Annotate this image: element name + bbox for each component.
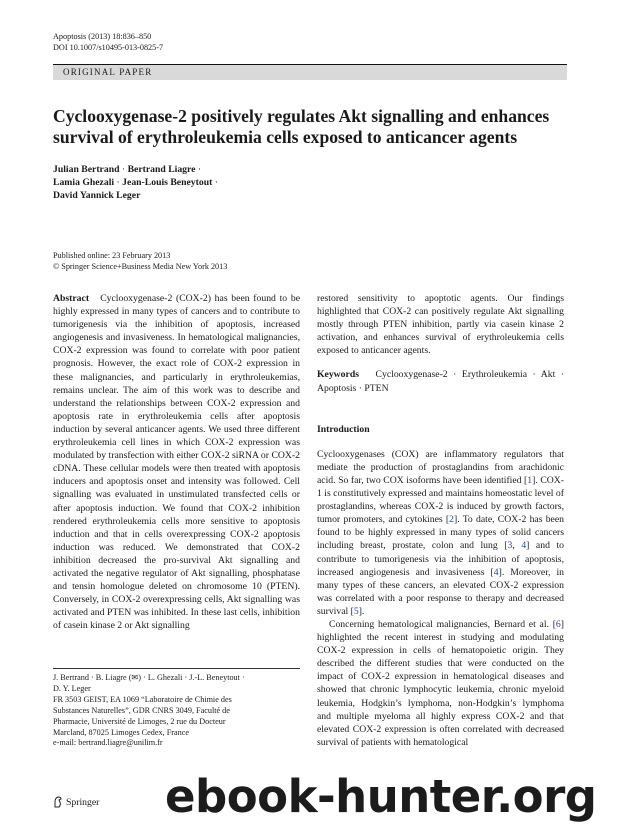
left-column <box>53 292 300 632</box>
footnote-line: J. Bertrand · B. Liagre (✉) · L. Ghezali · J.-L. Beneytout · <box>53 673 245 682</box>
copyright: © Springer Science+Business Media New York 2013 <box>53 262 228 271</box>
keywords-paragraph <box>317 368 564 394</box>
publisher-name: Springer <box>66 796 100 808</box>
author-name: Lamia Ghezali <box>53 177 115 188</box>
publisher-logo <box>53 795 99 809</box>
intro-paragraph-1: Cyclooxygenases (COX) are inflammatory regulators that mediate the production of prostaglandins from arachidonic acid. So far, two COX isoforms have been identified [1]. COX-1 is constitutively expressed and maintains homeostatic level of prostaglandins, whereas COX-2 is induced by growth factors, tumor promoters, and cytokines [2]. To date, COX-2 has been found to be highly expressed in many types of solid cancers including breast, prostate, colon and lung [3, 4] and to contribute to tumorigenesis via the inhibition of apoptosis, increased angiogenesis and invasiveness [4]. Moreover, in many types of these cancers, an elevated COX-2 expression was correlated with a poor response to therapy and decreased survival [5]. <box>317 448 565 617</box>
article-title <box>53 106 567 148</box>
footnote-email: e-mail: bertrand.liagre@unilim.fr <box>53 738 163 748</box>
author-name: David Yannick Leger <box>53 190 141 201</box>
journal-citation: Apoptosis (2013) 18:836–850 <box>53 32 152 41</box>
intro-paragraph-2: Concerning hematological malignancies, Bernard et al. [6] highlighted the recent interest in studying and modulating COX-2 expression in cells of hematopoietic origin. They described the different studies that were conducted on the impact of COX-2 expression in hematological diseases and showed that chronic lymphocytic leukemia, chronic myeloid leukemia, Hodgkin’s lymphoma, non-Hodgkin’s lymphoma and multiple myeloma all highly express COX-2 and that elevated COX-2 expression is often correlated with decreased survival of patients with hematological <box>317 618 564 748</box>
citation-link[interactable]: 2 <box>449 514 454 526</box>
abstract-continuation: restored sensitivity to apoptotic agents. Our findings highlighted that COX-2 can positively regulate Akt signalling mostly through PTEN inhibition, partly via casein kinase 2 activation, and enhances survival of erythroleukemia cells exposed to anticancer agents. <box>317 293 564 357</box>
abstract-text: Cyclooxygenase-2 (COX-2) has been found to be highly expressed in many types of cancers and to contribute to tumorigenesis via the inhibition of apoptosis, increased angiogenesis and invasiveness. In hematological malignancies, COX-2 expression was found to correlate with poor patient prognosis. However, the exact role of COX-2 expression in these malignancies, and particularly in erythroleukemias, remains unclear. The aim of this work was to describe and understand the relationships between COX-2 expression and apoptosis rate in erythroleukemia cells after apoptosis induction by several anticancer agents. We used three different erythroleukemia cell lines in which COX-2 expression was modulated by transfection with either COX-2 siRNA or COX-2 cDNA. These cellular models were then treated with apoptosis inducers and apoptosis onset and intensity was followed. Cell signalling was evaluated in unstimulated transfected cells or after apoptosis induction. We found that COX-2 inhibition rendered erythroleukemia cells more sensitive to apoptosis induction and that in cells overexpressing COX-2 apoptosis induction was reduced. We demonstrated that COX-2 inhibition decreased the pro-survival Akt signalling and activated the negative regulator of Akt signalling, phosphatase and tensin homologue deleted on chromosome 10 (PTEN). Conversely, in COX-2 overexpressing cells, Akt signalling was activated and PTEN was inhibited. In these last cells, inhibition of casein kinase 2 or Akt signalling <box>53 293 300 632</box>
article-type-band <box>53 64 567 80</box>
publication-info <box>53 250 227 272</box>
watermark: ebook-hunter.org <box>165 770 597 823</box>
author-list <box>53 163 353 202</box>
footnote-line: D. Y. Leger <box>53 683 91 693</box>
abstract-paragraph <box>53 292 300 632</box>
citation-link[interactable]: 5 <box>353 605 359 617</box>
citation-link[interactable]: 4 <box>493 566 499 578</box>
footnote-line: Substances Naturelles”, GDR CNRS 3049, Faculté de <box>53 705 230 715</box>
keywords-label: Keywords <box>317 369 359 381</box>
citation-link[interactable]: 3 <box>507 540 513 552</box>
footnote-line: Pharmacie, Université de Limoges, 2 rue du Docteur <box>53 716 226 726</box>
author-separator: · <box>119 164 128 175</box>
author-separator: · <box>114 177 123 188</box>
springer-horse-icon <box>53 796 63 808</box>
author-name: Julian Bertrand <box>53 164 120 175</box>
keywords-text: Cyclooxygenase-2 · Erythroleukemia · Akt · Apoptosis · PTEN <box>317 369 565 394</box>
introduction-heading: Introduction <box>317 423 370 435</box>
title-line-2: survival of erythroleukemia cells exposed to anticancer agents <box>53 127 518 147</box>
footnote-line: FR 3503 GEIST, EA 1069 “Laboratoire de Chimie des <box>53 694 232 704</box>
footnote-divider <box>53 668 300 669</box>
citation-link[interactable]: 6 <box>555 618 561 630</box>
citation-link[interactable]: 1 <box>527 474 533 486</box>
footnote-line: Marcland, 87025 Limoges Cedex, France <box>53 727 189 737</box>
abstract-label: Abstract <box>53 293 90 304</box>
title-line-1: Cyclooxygenase-2 positively regulates Akt signalling and enhances <box>53 106 550 126</box>
author-separator: · <box>212 177 218 188</box>
author-name: Jean-Louis Beneytout <box>122 177 213 188</box>
published-date: Published online: 23 February 2013 <box>53 251 171 260</box>
right-column <box>317 292 564 749</box>
journal-header <box>53 31 163 53</box>
citation-link[interactable]: 4 <box>521 540 527 552</box>
author-name: Bertrand Liagre <box>127 164 196 175</box>
doi: DOI 10.1007/s10495-013-0825-7 <box>53 43 164 52</box>
author-separator: · <box>195 164 202 175</box>
affiliation-footnote <box>53 673 300 749</box>
article-type-label: ORIGINAL PAPER <box>63 67 153 77</box>
